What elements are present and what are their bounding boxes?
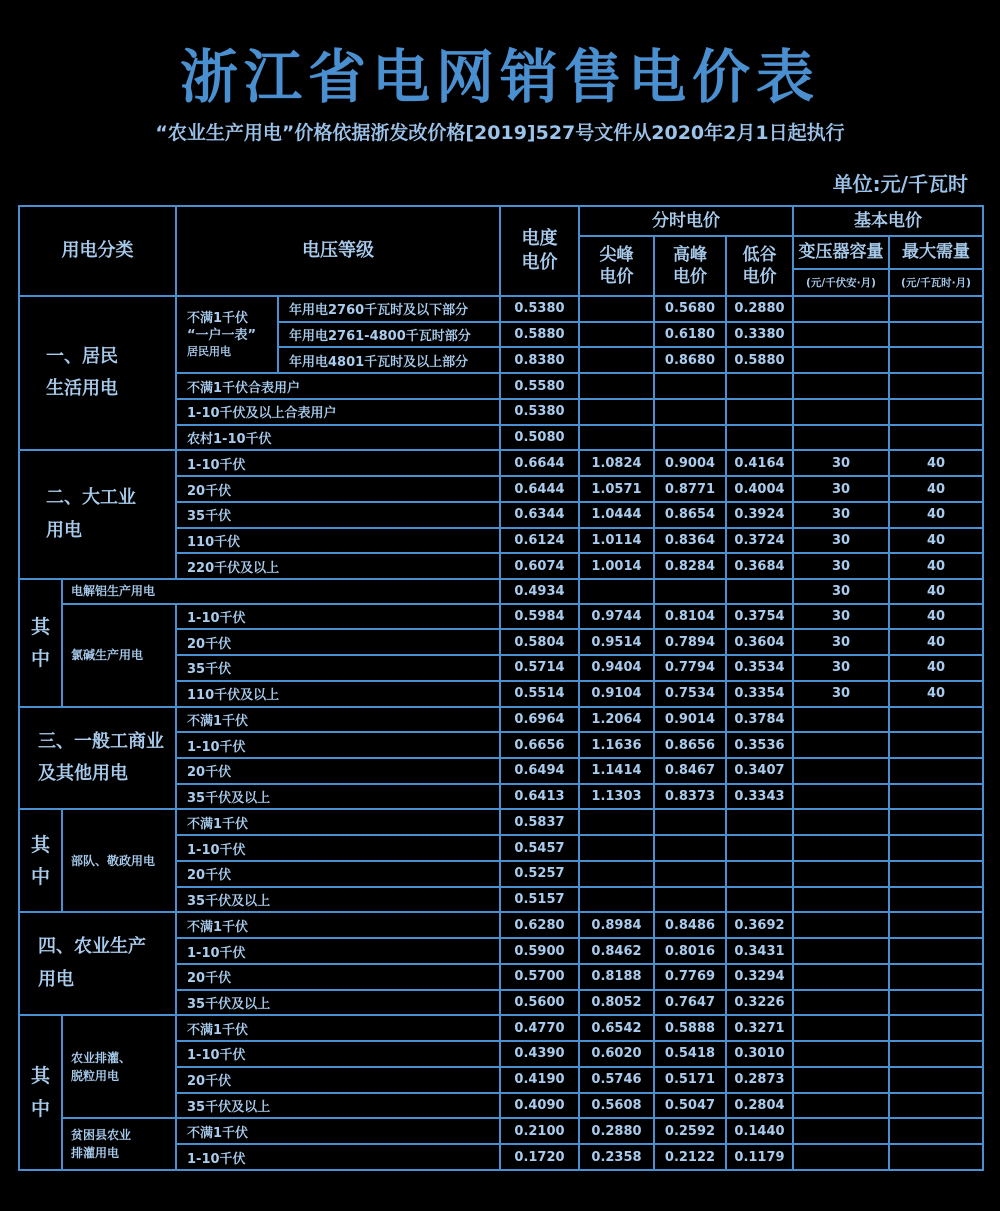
demand-price	[889, 1041, 983, 1067]
voltage-level: 1-10千伏及以上合表用户	[176, 399, 500, 425]
demand-price	[889, 835, 983, 861]
high-price: 0.8771	[654, 476, 726, 502]
voltage-level: 220千伏及以上	[176, 553, 500, 579]
energy-price: 0.6494	[500, 758, 579, 784]
peak-price: 0.8984	[579, 912, 654, 938]
capacity-price	[793, 809, 889, 835]
high-price	[654, 809, 726, 835]
header-voltage: 电压等级	[176, 206, 500, 296]
peak-price: 1.0014	[579, 553, 654, 579]
voltage-level: 20千伏	[176, 629, 500, 655]
header-demand-unit: (元/千瓦时·月)	[889, 269, 983, 296]
voltage-level: 35千伏及以上	[176, 784, 500, 810]
sub-item-marker: 其 中	[19, 579, 62, 706]
demand-price	[889, 1118, 983, 1144]
peak-price: 1.0114	[579, 528, 654, 554]
low-price: 0.3692	[726, 912, 793, 938]
voltage-level: 年用电2760千瓦时及以下部分	[278, 296, 500, 322]
voltage-level: 35千伏及以上	[176, 990, 500, 1016]
capacity-price: 30	[793, 553, 889, 579]
header-low-price: 低谷 电价	[726, 236, 793, 296]
voltage-level: 110千伏及以上	[176, 681, 500, 707]
demand-price	[889, 399, 983, 425]
table-row	[19, 579, 983, 604]
voltage-level: 不满1千伏	[176, 809, 500, 835]
capacity-price	[793, 835, 889, 861]
header-energy-price: 电度 电价	[500, 206, 579, 296]
high-price: 0.9014	[654, 707, 726, 733]
low-price	[726, 425, 793, 451]
peak-price: 0.2880	[579, 1118, 654, 1144]
capacity-price: 30	[793, 629, 889, 655]
energy-price: 0.6444	[500, 476, 579, 502]
low-price: 0.4004	[726, 476, 793, 502]
energy-price: 0.5804	[500, 629, 579, 655]
demand-price	[889, 1093, 983, 1119]
peak-price: 0.5608	[579, 1093, 654, 1119]
voltage-level: 20千伏	[176, 758, 500, 784]
high-price: 0.8467	[654, 758, 726, 784]
energy-price: 0.5700	[500, 964, 579, 990]
voltage-level: 不满1千伏	[176, 912, 500, 938]
capacity-price: 30	[793, 681, 889, 707]
demand-price	[889, 990, 983, 1016]
energy-price: 0.5837	[500, 809, 579, 835]
high-price: 0.8680	[654, 347, 726, 373]
high-price: 0.8364	[654, 528, 726, 554]
low-price	[726, 809, 793, 835]
voltage-level: 1-10千伏	[176, 604, 500, 630]
demand-price: 40	[889, 655, 983, 681]
peak-price: 1.0444	[579, 502, 654, 528]
header-category: 用电分类	[19, 206, 176, 296]
low-price: 0.4164	[726, 450, 793, 476]
voltage-level: 1-10千伏	[176, 938, 500, 964]
header-capacity-unit: (元/千伏安·月)	[793, 269, 889, 296]
peak-price	[579, 322, 654, 348]
low-price: 0.1179	[726, 1144, 793, 1170]
low-price: 0.2880	[726, 296, 793, 322]
demand-price: 40	[889, 450, 983, 476]
energy-price: 0.6344	[500, 502, 579, 528]
peak-price: 1.2064	[579, 707, 654, 733]
voltage-level: 20千伏	[176, 476, 500, 502]
peak-price: 0.9104	[579, 681, 654, 707]
peak-price: 0.9744	[579, 604, 654, 630]
voltage-level: 1-10千伏	[176, 450, 500, 476]
demand-price: 40	[889, 579, 983, 604]
table-row	[19, 1118, 983, 1144]
high-price: 0.5418	[654, 1041, 726, 1067]
table-row	[19, 296, 983, 322]
low-price: 0.3724	[726, 528, 793, 554]
energy-price: 0.6656	[500, 732, 579, 758]
low-price: 0.3534	[726, 655, 793, 681]
capacity-price	[793, 938, 889, 964]
voltage-level: 35千伏及以上	[176, 1093, 500, 1119]
peak-price	[579, 425, 654, 451]
high-price: 0.8486	[654, 912, 726, 938]
capacity-price	[793, 1067, 889, 1093]
high-price	[654, 399, 726, 425]
high-price: 0.8016	[654, 938, 726, 964]
voltage-level: 不满1千伏合表用户	[176, 373, 500, 399]
low-price: 0.3343	[726, 784, 793, 810]
peak-price: 0.8462	[579, 938, 654, 964]
demand-price	[889, 732, 983, 758]
low-price	[726, 579, 793, 604]
low-price: 0.3226	[726, 990, 793, 1016]
demand-price: 40	[889, 528, 983, 554]
voltage-level: 年用电2761-4800千瓦时部分	[278, 322, 500, 348]
voltage-level: 35千伏	[176, 655, 500, 681]
energy-price: 0.5880	[500, 322, 579, 348]
category-large-industry: 二、大工业 用电	[19, 450, 176, 579]
high-price: 0.8656	[654, 732, 726, 758]
subcategory-aluminium: 电解铝生产用电	[62, 579, 500, 604]
demand-price: 40	[889, 502, 983, 528]
capacity-price	[793, 322, 889, 348]
peak-price	[579, 296, 654, 322]
capacity-price	[793, 912, 889, 938]
demand-price	[889, 912, 983, 938]
energy-price: 0.5380	[500, 296, 579, 322]
header-peak-price: 尖峰 电价	[579, 236, 654, 296]
voltage-level: 20千伏	[176, 1067, 500, 1093]
low-price	[726, 887, 793, 913]
category-commercial: 三、一般工商业 及其他用电	[19, 707, 176, 810]
demand-price	[889, 322, 983, 348]
energy-price: 0.5157	[500, 887, 579, 913]
capacity-price: 30	[793, 579, 889, 604]
capacity-price	[793, 861, 889, 887]
high-price	[654, 579, 726, 604]
low-price: 0.3407	[726, 758, 793, 784]
energy-price: 0.4090	[500, 1093, 579, 1119]
demand-price	[889, 861, 983, 887]
high-price: 0.7769	[654, 964, 726, 990]
peak-price: 0.8052	[579, 990, 654, 1016]
low-price: 0.3784	[726, 707, 793, 733]
peak-price: 1.0571	[579, 476, 654, 502]
high-price	[654, 373, 726, 399]
header-basic-price: 基本电价	[793, 206, 983, 236]
energy-price: 0.4190	[500, 1067, 579, 1093]
subcategory-poor-county-irrigation: 贫困县农业 排灌用电	[62, 1118, 176, 1170]
energy-price: 0.4390	[500, 1041, 579, 1067]
high-price: 0.7534	[654, 681, 726, 707]
table-row	[19, 1015, 983, 1041]
demand-price: 40	[889, 681, 983, 707]
peak-price	[579, 861, 654, 887]
peak-price	[579, 809, 654, 835]
peak-price: 1.1636	[579, 732, 654, 758]
demand-price	[889, 938, 983, 964]
energy-price: 0.5714	[500, 655, 579, 681]
header-high-price: 高峰 电价	[654, 236, 726, 296]
energy-price: 0.5580	[500, 373, 579, 399]
peak-price	[579, 373, 654, 399]
demand-price	[889, 425, 983, 451]
capacity-price: 30	[793, 502, 889, 528]
voltage-level: 不满1千伏	[176, 1118, 500, 1144]
low-price: 0.3271	[726, 1015, 793, 1041]
capacity-price	[793, 425, 889, 451]
capacity-price: 30	[793, 476, 889, 502]
low-price	[726, 373, 793, 399]
table-row	[19, 912, 983, 938]
page-title: 浙江省电网销售电价表	[179, 43, 820, 111]
capacity-price	[793, 784, 889, 810]
low-price: 0.3604	[726, 629, 793, 655]
energy-price: 0.5514	[500, 681, 579, 707]
table-row	[19, 809, 983, 835]
capacity-price	[793, 399, 889, 425]
demand-price	[889, 707, 983, 733]
energy-price: 0.1720	[500, 1144, 579, 1170]
energy-price: 0.5457	[500, 835, 579, 861]
high-price: 0.5888	[654, 1015, 726, 1041]
high-price: 0.5680	[654, 296, 726, 322]
high-price	[654, 887, 726, 913]
energy-price: 0.4770	[500, 1015, 579, 1041]
voltage-level: 20千伏	[176, 964, 500, 990]
energy-price: 0.5600	[500, 990, 579, 1016]
voltage-level: 35千伏及以上	[176, 887, 500, 913]
demand-price	[889, 347, 983, 373]
sub-item-marker: 其 中	[19, 1015, 62, 1170]
high-price: 0.8284	[654, 553, 726, 579]
energy-price: 0.5984	[500, 604, 579, 630]
peak-price: 0.6020	[579, 1041, 654, 1067]
low-price: 0.3354	[726, 681, 793, 707]
capacity-price	[793, 732, 889, 758]
capacity-price	[793, 1118, 889, 1144]
energy-price: 0.6074	[500, 553, 579, 579]
high-price: 0.7794	[654, 655, 726, 681]
high-price: 0.5047	[654, 1093, 726, 1119]
sub-item-marker: 其 中	[19, 809, 62, 912]
peak-price: 0.9404	[579, 655, 654, 681]
demand-price: 40	[889, 476, 983, 502]
capacity-price	[793, 964, 889, 990]
demand-price: 40	[889, 553, 983, 579]
low-price: 0.3924	[726, 502, 793, 528]
low-price: 0.3431	[726, 938, 793, 964]
energy-price: 0.4934	[500, 579, 579, 604]
low-price: 0.3380	[726, 322, 793, 348]
subcategory-chloralkali: 氯碱生产用电	[62, 604, 176, 707]
low-price: 0.3684	[726, 553, 793, 579]
low-price: 0.1440	[726, 1118, 793, 1144]
capacity-price	[793, 347, 889, 373]
energy-price: 0.6413	[500, 784, 579, 810]
residential-subcategory: 不满1千伏 “一户一表” 居民用电	[176, 296, 278, 373]
demand-price	[889, 758, 983, 784]
low-price: 0.5880	[726, 347, 793, 373]
voltage-level: 不满1千伏	[176, 1015, 500, 1041]
voltage-level: 110千伏	[176, 528, 500, 554]
peak-price: 1.0824	[579, 450, 654, 476]
peak-price: 1.1303	[579, 784, 654, 810]
voltage-level: 35千伏	[176, 502, 500, 528]
energy-price: 0.5257	[500, 861, 579, 887]
energy-price: 0.6124	[500, 528, 579, 554]
unit-label: 单位:元/千瓦时	[832, 172, 968, 196]
peak-price: 0.8188	[579, 964, 654, 990]
demand-price	[889, 887, 983, 913]
high-price: 0.8654	[654, 502, 726, 528]
voltage-level: 年用电4801千瓦时及以上部分	[278, 347, 500, 373]
low-price: 0.3536	[726, 732, 793, 758]
high-price	[654, 861, 726, 887]
peak-price: 0.2358	[579, 1144, 654, 1170]
peak-price	[579, 579, 654, 604]
peak-price: 0.9514	[579, 629, 654, 655]
header-capacity: 变压器容量	[793, 236, 889, 269]
demand-price	[889, 784, 983, 810]
energy-price: 0.5080	[500, 425, 579, 451]
high-price: 0.2122	[654, 1144, 726, 1170]
voltage-level: 1-10千伏	[176, 835, 500, 861]
header-tou-price: 分时电价	[579, 206, 793, 236]
high-price: 0.7894	[654, 629, 726, 655]
high-price: 0.7647	[654, 990, 726, 1016]
high-price	[654, 835, 726, 861]
peak-price	[579, 347, 654, 373]
table-row	[19, 707, 983, 733]
demand-price	[889, 1015, 983, 1041]
capacity-price	[793, 990, 889, 1016]
capacity-price	[793, 887, 889, 913]
low-price: 0.2804	[726, 1093, 793, 1119]
capacity-price	[793, 1093, 889, 1119]
category-agriculture: 四、农业生产 用电	[19, 912, 176, 1015]
low-price: 0.2873	[726, 1067, 793, 1093]
energy-price: 0.5380	[500, 399, 579, 425]
high-price: 0.8104	[654, 604, 726, 630]
high-price: 0.8373	[654, 784, 726, 810]
low-price: 0.3294	[726, 964, 793, 990]
capacity-price: 30	[793, 528, 889, 554]
low-price: 0.3754	[726, 604, 793, 630]
low-price	[726, 861, 793, 887]
capacity-price	[793, 373, 889, 399]
capacity-price	[793, 1144, 889, 1170]
energy-price: 0.8380	[500, 347, 579, 373]
capacity-price: 30	[793, 655, 889, 681]
demand-price	[889, 809, 983, 835]
peak-price	[579, 887, 654, 913]
energy-price: 0.5900	[500, 938, 579, 964]
peak-price: 0.6542	[579, 1015, 654, 1041]
page-subtitle: “农业生产用电”价格依据浙发改价格[2019]527号文件从2020年2月1日起执行	[155, 122, 845, 144]
demand-price	[889, 296, 983, 322]
demand-price	[889, 964, 983, 990]
demand-price: 40	[889, 629, 983, 655]
capacity-price: 30	[793, 450, 889, 476]
energy-price: 0.6280	[500, 912, 579, 938]
peak-price	[579, 835, 654, 861]
high-price	[654, 425, 726, 451]
low-price	[726, 835, 793, 861]
voltage-level: 农村1-10千伏	[176, 425, 500, 451]
capacity-price	[793, 707, 889, 733]
high-price: 0.2592	[654, 1118, 726, 1144]
high-price: 0.5171	[654, 1067, 726, 1093]
demand-price	[889, 1144, 983, 1170]
peak-price: 1.1414	[579, 758, 654, 784]
capacity-price	[793, 758, 889, 784]
energy-price: 0.6644	[500, 450, 579, 476]
capacity-price	[793, 1041, 889, 1067]
energy-price: 0.2100	[500, 1118, 579, 1144]
demand-price: 40	[889, 604, 983, 630]
subcategory-irrigation: 农业排灌、 脱粒用电	[62, 1015, 176, 1118]
capacity-price	[793, 1015, 889, 1041]
subcategory-military: 部队、敬政用电	[62, 809, 176, 912]
voltage-level: 20千伏	[176, 861, 500, 887]
peak-price	[579, 399, 654, 425]
high-price: 0.9004	[654, 450, 726, 476]
capacity-price	[793, 296, 889, 322]
peak-price: 0.5746	[579, 1067, 654, 1093]
low-price	[726, 399, 793, 425]
table-row	[19, 450, 983, 476]
header-demand: 最大需量	[889, 236, 983, 269]
high-price: 0.6180	[654, 322, 726, 348]
capacity-price: 30	[793, 604, 889, 630]
energy-price: 0.6964	[500, 707, 579, 733]
low-price: 0.3010	[726, 1041, 793, 1067]
demand-price	[889, 1067, 983, 1093]
voltage-level: 1-10千伏	[176, 732, 500, 758]
voltage-level: 1-10千伏	[176, 1144, 500, 1170]
table-row	[19, 604, 983, 630]
voltage-level: 不满1千伏	[176, 707, 500, 733]
price-table	[18, 205, 982, 1171]
voltage-level: 1-10千伏	[176, 1041, 500, 1067]
category-residential: 一、居民 生活用电	[19, 296, 176, 450]
demand-price	[889, 373, 983, 399]
